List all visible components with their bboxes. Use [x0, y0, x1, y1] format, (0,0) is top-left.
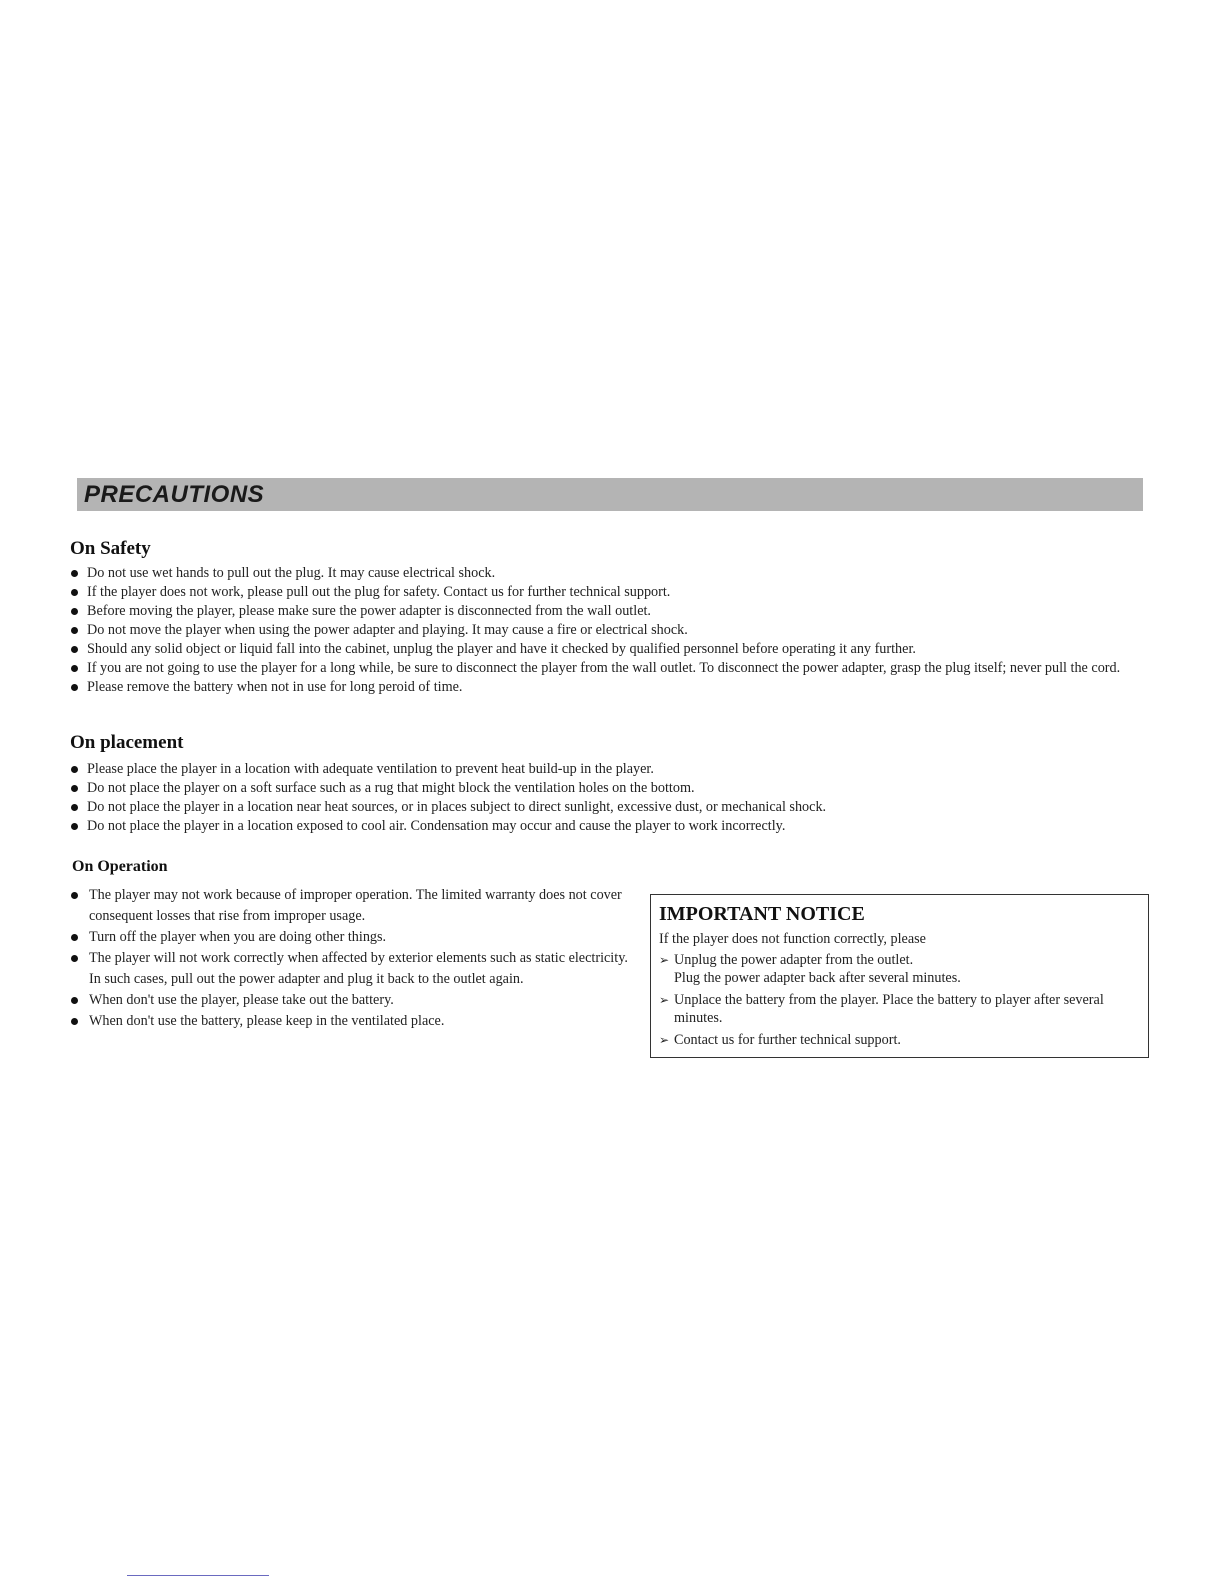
list-item: If the player does not work, please pull out the plug for safety. Contact us for further technical support.: [70, 583, 1160, 602]
placement-list: [70, 760, 1160, 836]
list-item: Do not place the player in a location near heat sources, or in places subject to direct sunlight, excessive dust, or mechanical shock.: [70, 798, 1160, 817]
section-title-safety: On Safety: [70, 538, 151, 559]
section-title-placement: On placement: [70, 732, 184, 753]
notice-item: [659, 951, 1140, 987]
section-title-operation: On Operation: [72, 858, 168, 875]
list-item: Do not move the player when using the power adapter and playing. It may cause a fire or electrical shock.: [70, 621, 1160, 640]
list-item: The player may not work because of improper operation. The limited warranty does not cover consequent losses that rise from improper usage.: [70, 885, 630, 927]
notice-item: ➢ Contact us for further technical support.: [659, 1031, 1140, 1049]
list-item: Do not place the player on a soft surface such as a rug that might block the ventilation holes on the bottom.: [70, 779, 1160, 798]
list-item: Please remove the battery when not in use for long peroid of time.: [70, 678, 1160, 697]
list-item: The player will not work correctly when affected by exterior elements such as static electricity. In such cases, pull out the power adapter and plug it back to the outlet again.: [70, 948, 630, 990]
important-notice-box: [650, 894, 1149, 1058]
list-item: Should any solid object or liquid fall into the cabinet, unplug the player and have it checked by qualified personnel before operating it any further.: [70, 640, 1160, 659]
safety-list: [70, 564, 1160, 697]
notice-title: IMPORTANT NOTICE: [659, 903, 865, 925]
list-item: If you are not going to use the player for a long while, be sure to disconnect the player from the wall outlet. To disconnect the power adapter, grasp the plug itself; never pull the cord.: [70, 659, 1160, 678]
notice-item-subtext: Plug the power adapter back after several minutes.: [674, 970, 961, 986]
list-item: Before moving the player, please make sure the power adapter is disconnected from the wall outlet.: [70, 602, 1160, 621]
list-item: Do not use wet hands to pull out the plug. It may cause electrical shock.: [70, 564, 1160, 583]
precautions-banner: [77, 478, 1143, 511]
list-item: Turn off the player when you are doing other things.: [70, 927, 630, 948]
page-title: PRECAUTIONS: [84, 481, 265, 508]
footer-link-underline: [127, 1575, 269, 1577]
notice-list: [659, 951, 1140, 1049]
operation-list: [70, 885, 630, 1032]
notice-item: ➢ Unplace the battery from the player. Place the battery to player after several minutes.: [659, 991, 1140, 1027]
list-item: When don't use the player, please take out the battery.: [70, 990, 630, 1011]
list-item: When don't use the battery, please keep in the ventilated place.: [70, 1011, 630, 1032]
notice-item-text: Unplug the power adapter from the outlet.: [674, 952, 914, 968]
list-item: Please place the player in a location with adequate ventilation to prevent heat build-up in the player.: [70, 760, 1160, 779]
notice-intro: If the player does not function correctly, please: [659, 931, 926, 947]
list-item: Do not place the player in a location exposed to cool air. Condensation may occur and cause the player to work incorrectly.: [70, 817, 1160, 836]
